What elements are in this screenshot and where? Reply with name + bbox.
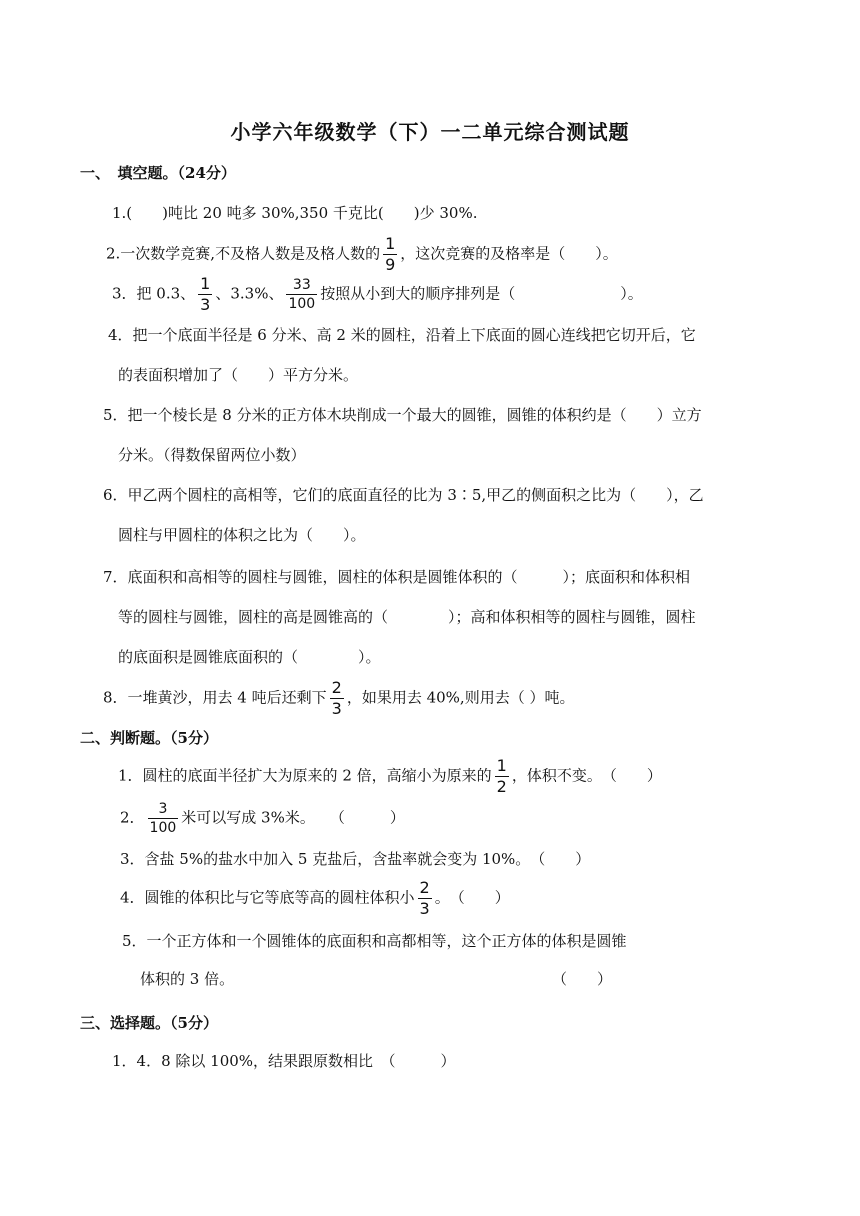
s1-question-1: 1.( )吨比 20 吨多 30%,350 千克比( )少 30%. <box>112 204 478 222</box>
s1-question-7-line-2: 等的圆柱与圆锥，圆柱的高是圆锥高的（ ）；高和体积相等的圆柱与圆锥，圆柱 <box>118 608 696 626</box>
section-1-heading: 一、 填空题。（24分） <box>80 164 236 182</box>
s1-question-5-line-2: 分米。（得数保留两位小数） <box>118 446 306 464</box>
page-title: 小学六年级数学（下）一二单元综合测试题 <box>230 120 630 144</box>
s1-question-6-line-2: 圆柱与甲圆柱的体积之比为（ ）。 <box>118 526 366 544</box>
s2-question-5-line-2: 体积的 3 倍。 <box>140 970 235 988</box>
s2-question-5-answer-paren: （ ） <box>552 970 613 988</box>
s1-question-7-line-1: 7．底面积和高相等的圆柱与圆锥，圆柱的体积是圆锥体积的（ ）；底面积和体积相 <box>103 568 691 586</box>
s2-question-1: 1．圆柱的底面半径扩大为原来的 2 倍，高缩小为原来的 $\frac{1}{2}$ ，体积不变。 （ ） <box>118 756 662 796</box>
fraction: $\frac{2}{3}$ <box>331 678 342 718</box>
s2-question-4: 4．圆锥的体积比与它等底等高的圆柱体积小 $\frac{2}{3}$ 。 （ ） <box>120 878 510 918</box>
s1-question-6-line-1: 6．甲乙两个圆柱的高相等，它们的底面直径的比为 3∶5,甲乙的侧面积之比为（ ），乙 <box>103 486 704 504</box>
s1-question-4-line-1: 4．把一个底面半径是 6 分米、高 2 米的圆柱，沿着上下底面的圆心连线把它切开后，它 <box>108 326 696 344</box>
s2-question-5-line-1: 5．一个正方体和一个圆锥体的底面积和高都相等，这个正方体的体积是圆锥 <box>122 932 627 950</box>
s2-question-2: 2． $\frac{3}{100}$ 米可以写成 3%米。 （ ） <box>120 801 405 836</box>
fraction: $\frac{1}{2}$ <box>496 756 507 796</box>
s1-question-8: 8．一堆黄沙，用去 4 吨后还剩下 $\frac{2}{3}$ ，如果用去 40%,则用去（ ）吨。 <box>103 678 575 718</box>
s1-question-4-line-2: 的表面积增加了（ ）平方分米。 <box>118 366 359 384</box>
s2-question-3: 3．含盐 5%的盐水中加入 5 克盐后，含盐率就会变为 10%。 （ ） <box>120 850 591 868</box>
fraction: $\frac{33}{100}$ <box>288 277 316 312</box>
s1-question-3: 3．把 0.3、 $\frac{1}{3}$ 、3.3%、 $\frac{33}{100}$ 按照从小到大的顺序排列是（ ）。 <box>112 274 643 314</box>
fraction: $\frac{1}{9}$ <box>385 234 396 274</box>
s1-question-5-line-1: 5．把一个棱长是 8 分米的正方体木块削成一个最大的圆锥，圆锥的体积约是（ ）立方 <box>103 406 702 424</box>
section-2-heading: 二、判断题。（5分） <box>80 729 218 747</box>
fraction: $\frac{3}{100}$ <box>149 801 177 836</box>
section-3-heading: 三、选择题。（5分） <box>80 1014 218 1032</box>
fraction: $\frac{1}{3}$ <box>200 274 211 314</box>
fraction: $\frac{2}{3}$ <box>419 878 430 918</box>
s1-question-2: 2.一次数学竞赛,不及格人数是及格人数的 $\frac{1}{9}$ ，这次竞赛的及格率是（ ）。 <box>106 234 618 274</box>
s3-question-1: 1．4．8 除以 100%，结果跟原数相比 （ ） <box>112 1052 456 1070</box>
s1-question-7-line-3: 的底面积是圆锥底面积的（ ）。 <box>118 648 381 666</box>
